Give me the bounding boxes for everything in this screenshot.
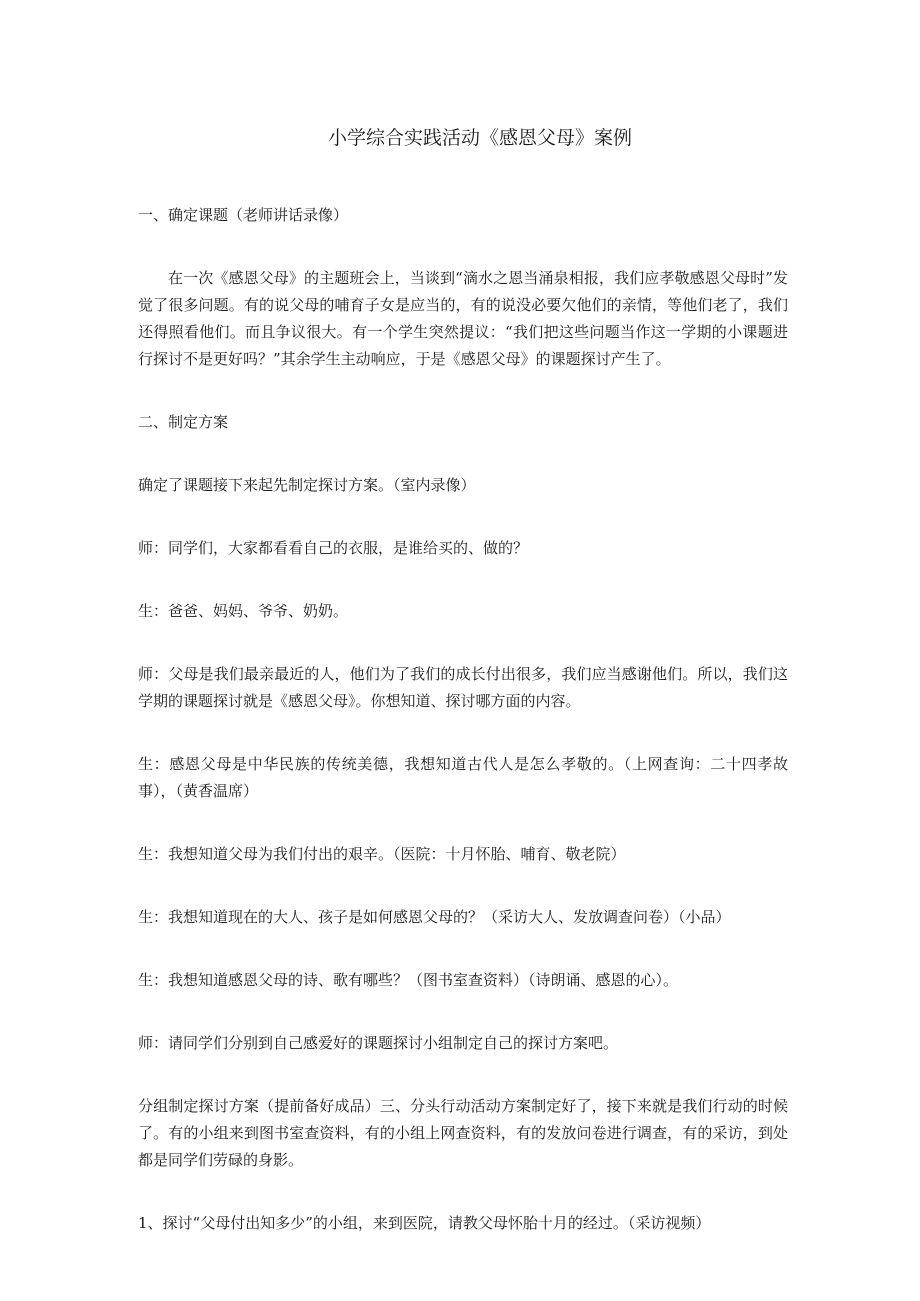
dialogue-line: 生：我想知道父母为我们付出的艰辛。（医院：十月怀胎、哺育、敬老院） bbox=[138, 845, 626, 863]
paragraph-intro: 在一次《感恩父母》的主题班会上，当谈到“滴水之恩当涌泉相报，我们应孝敬感恩父母时”发觉了很多问题。有的说父母的哺育子女是应当的，有的说没必要欠他们的亲情，等他们老了，我们还得照看他们。而且争议很大。有一个学生突然提议：“我们把这些问题当作这一学期的小课题进行探讨不是更好吗？”其余学生主动响应，于是《感恩父母》的课题探讨产生了。 bbox=[138, 269, 788, 368]
dialogue-line: 师：请同学们分别到自己感爱好的课题探讨小组制定自己的探讨方案吧。 bbox=[138, 1034, 619, 1052]
dialogue-line: 师：同学们，大家都看看自己的衣服，是谁给买的、做的？ bbox=[138, 539, 529, 557]
paragraph: 1、探讨“父母付出知多少”的小组，来到医院，请教父母怀胎十月的经过。（采访视频） bbox=[138, 1214, 711, 1232]
dialogue-line: 生：爸爸、妈妈、爷爷、奶奶。 bbox=[138, 602, 349, 620]
section-heading-topic: 一、确定课题（老师讲话录像） bbox=[138, 206, 349, 224]
paragraph: 确定了课题接下来起先制定探讨方案。（室内录像） bbox=[138, 476, 476, 494]
dialogue-line: 生：我想知道感恩父母的诗、歌有哪些？（图书室查资料）（诗朗诵、感恩的心）。 bbox=[138, 971, 679, 989]
document-title: 小学综合实践活动《感恩父母》案例 bbox=[327, 127, 632, 149]
document-body bbox=[138, 202, 788, 1273]
dialogue-line: 师：父母是我们最亲最近的人，他们为了我们的成长付出很多，我们应当感谢他们。所以，我们这学期的课题探讨就是《感恩父母》。你想知道、探讨哪方面的内容。 bbox=[138, 665, 788, 710]
paragraph: 分组制定探讨方案（提前备好成品）三、分头行动活动方案制定好了，接下来就是我们行动的时候了。有的小组来到图书室查资料，有的小组上网查资料，有的发放问卷进行调查，有的采访，到处都是同学们劳碌的身影。 bbox=[138, 1097, 788, 1169]
dialogue-line: 生：感恩父母是中华民族的传统美德，我想知道古代人是怎么孝敬的。（上网查询：二十四孝故事），（黄香温席） bbox=[138, 755, 788, 800]
dialogue-line: 生：我想知道现在的大人、孩子是如何感恩父母的？（采访大人、发放调查问卷）（小品） bbox=[138, 908, 731, 926]
section-heading-plan: 二、制定方案 bbox=[138, 413, 229, 431]
